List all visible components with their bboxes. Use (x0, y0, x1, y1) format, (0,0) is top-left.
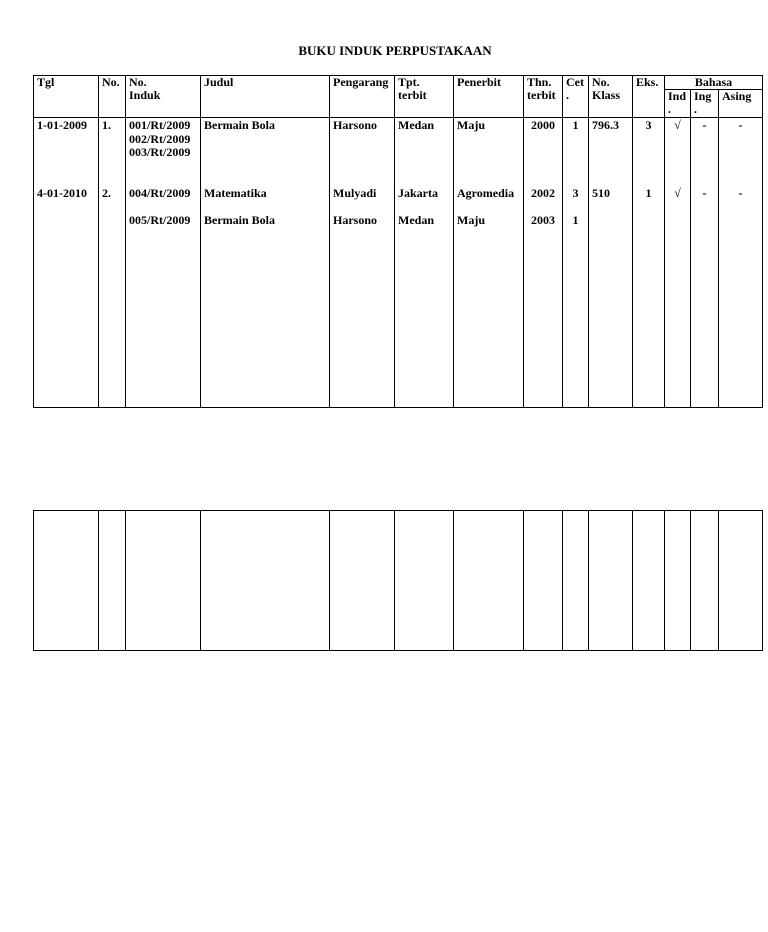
header-row (34, 76, 763, 90)
header-asing: Asing (719, 90, 763, 118)
blank-cell (589, 511, 633, 651)
cell-cet: 1 (563, 118, 589, 188)
cell-pengarang: Harsono (330, 118, 395, 188)
blank-cell (633, 511, 665, 651)
cell-thn: 2002 (524, 187, 563, 214)
cell-no (99, 214, 126, 408)
cell-ind: √ (665, 118, 691, 188)
cell-pengarang: Mulyadi (330, 187, 395, 214)
cell-ind: √ (665, 187, 691, 214)
cell-tpt: Medan (395, 214, 454, 408)
header-eks: Eks. (633, 76, 665, 118)
cell-no-induk: 004/Rt/2009 (126, 187, 201, 214)
blank-cell (691, 511, 719, 651)
library-register-table (33, 75, 763, 408)
blank-cell (34, 511, 99, 651)
header-bahasa: Bahasa (665, 76, 763, 90)
cell-tgl (34, 214, 99, 408)
header-no: No. (99, 76, 126, 118)
header-penerbit: Penerbit (454, 76, 524, 118)
cell-no-induk: 005/Rt/2009 (126, 214, 201, 408)
page-title: BUKU INDUK PERPUSTAKAAN (298, 43, 492, 58)
blank-cell (454, 511, 524, 651)
cell-penerbit: Maju (454, 214, 524, 408)
cell-cet: 1 (563, 214, 589, 408)
blank-cell (126, 511, 201, 651)
cell-thn: 2003 (524, 214, 563, 408)
header-no-klass: No. Klass (589, 76, 633, 118)
cell-eks: 1 (633, 187, 665, 214)
blank-register-table (33, 510, 763, 651)
blank-cell (524, 511, 563, 651)
header-pengarang: Pengarang (330, 76, 395, 118)
header-ing: Ing . (691, 90, 719, 118)
cell-tpt: Medan (395, 118, 454, 188)
cell-asing: - (719, 118, 763, 188)
blank-row (34, 511, 763, 651)
header-tgl: Tgl (34, 76, 99, 118)
cell-judul: Bermain Bola (201, 118, 330, 188)
cell-penerbit: Agromedia (454, 187, 524, 214)
cell-judul: Bermain Bola (201, 214, 330, 408)
blank-cell (99, 511, 126, 651)
header-tpt-terbit: Tpt. terbit (395, 76, 454, 118)
blank-cell (563, 511, 589, 651)
cell-no: 2. (99, 187, 126, 214)
header-no-induk: No. Induk (126, 76, 201, 118)
cell-no: 1. (99, 118, 126, 188)
cell-penerbit: Maju (454, 118, 524, 188)
table-row (34, 187, 763, 214)
cell-tpt: Jakarta (395, 187, 454, 214)
cell-tgl: 1-01-2009 (34, 118, 99, 188)
cell-klass (589, 214, 633, 408)
cell-asing: - (719, 187, 763, 214)
cell-ing: - (691, 187, 719, 214)
cell-klass: 796.3 (589, 118, 633, 188)
cell-eks (633, 214, 665, 408)
cell-tgl: 4-01-2010 (34, 187, 99, 214)
header-thn-terbit: Thn. terbit (524, 76, 563, 118)
cell-pengarang: Harsono (330, 214, 395, 408)
cell-judul: Matematika (201, 187, 330, 214)
cell-ing (691, 214, 719, 408)
cell-thn: 2000 (524, 118, 563, 188)
header-ind: Ind . (665, 90, 691, 118)
table-row (34, 118, 763, 188)
cell-ing: - (691, 118, 719, 188)
cell-cet: 3 (563, 187, 589, 214)
blank-cell (665, 511, 691, 651)
blank-cell (201, 511, 330, 651)
blank-cell (330, 511, 395, 651)
cell-klass: 510 (589, 187, 633, 214)
blank-cell (719, 511, 763, 651)
cell-ind (665, 214, 691, 408)
table-row (34, 214, 763, 408)
header-judul: Judul (201, 76, 330, 118)
cell-eks: 3 (633, 118, 665, 188)
blank-cell (395, 511, 454, 651)
cell-asing (719, 214, 763, 408)
cell-no-induk: 001/Rt/2009 002/Rt/2009 003/Rt/2009 (126, 118, 201, 188)
header-cet: Cet . (563, 76, 589, 118)
